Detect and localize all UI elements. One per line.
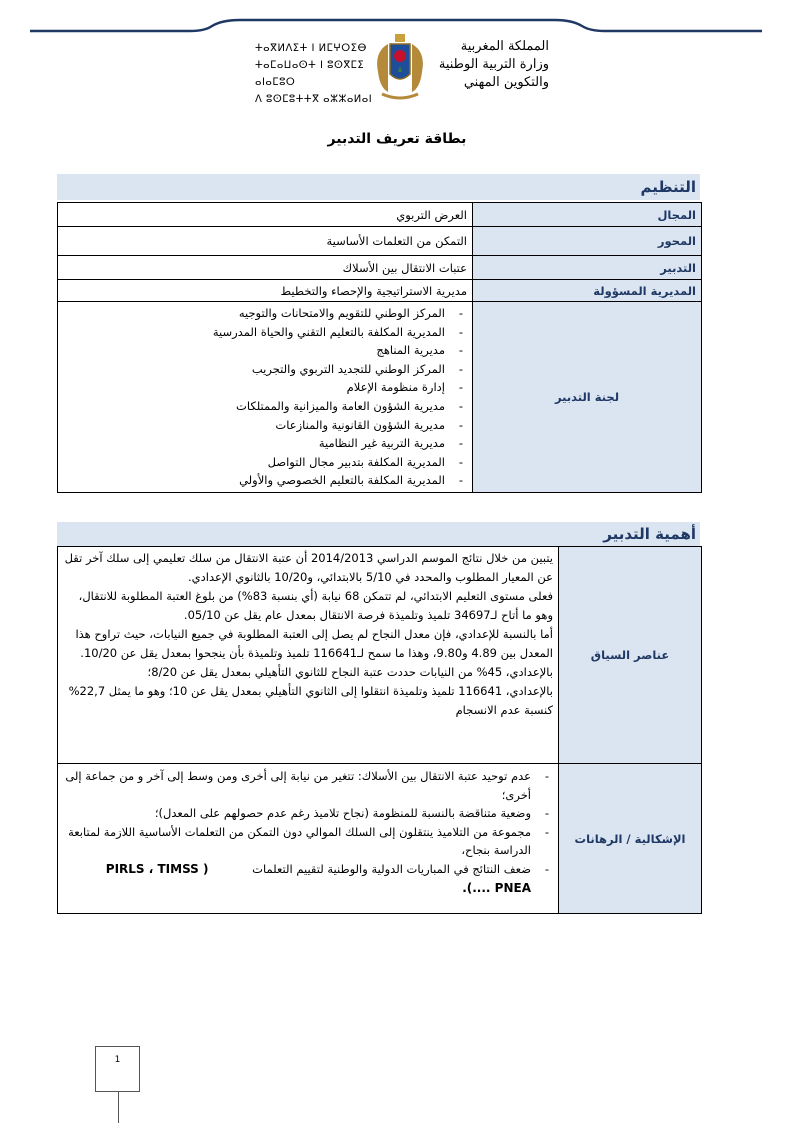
- field-label: المحور: [473, 227, 702, 256]
- context-paragraph: أما بالنسبة للإعدادي، فإن معدل النجاح لم يصل إلى العتبة المطلوبة في جميع النيابات، حيث تراوح هذا المعدل بين 4.89 و9.80، وهذا ما سمح لـ116641 تلميذ وتلميذة بأن ينجحوا بمعدل يقل عن 10/20.: [75, 627, 553, 660]
- context-paragraph: فعلى مستوى التعليم الابتدائي، لم تتمكن 68 نيابة (أي بنسبة 83%) من بلوغ العتبة المطلوبة للانتقال، وهو ما أتاح لـ34697 تلميذ وتلميذة فرصة الانتقال بمعدل عام يقل عن 05/10.: [78, 589, 553, 622]
- organization-table: [57, 202, 702, 493]
- field-value: مديرية الاستراتيجية والإحصاء والتخطيط: [58, 280, 473, 302]
- field-value: عتبات الانتقال بين الأسلاك: [58, 256, 473, 280]
- list-item: - المركز الوطني للتجديد التربوي والتجريب: [63, 360, 467, 379]
- committee-label: لجنة التدبير: [473, 302, 702, 493]
- table-row: [58, 764, 702, 914]
- issues-label: الإشكالية / الرهانات: [559, 764, 702, 914]
- list-item: - المديرية المكلفة بالتعليم التقني والحياة المدرسية: [63, 323, 467, 342]
- field-value: التمكن من التعلمات الأساسية: [58, 227, 473, 256]
- issue-text: ضعف النتائج في المباريات الدولية والوطنية لتقييم التعلمات: [252, 861, 531, 876]
- field-label: التدبير: [473, 256, 702, 280]
- context-text: [58, 547, 559, 764]
- table-row: [58, 547, 702, 764]
- context-paragraph: بالإعدادي، 45% من النيابات حددت عتبة النجاح للثانوي التأهيلي بمعدل يقل عن 8/20؛: [147, 665, 553, 679]
- tifinagh-ministry-name: [255, 40, 375, 108]
- arabic-line: والتكوين المهني: [463, 75, 549, 90]
- section-title: التنظيم: [640, 178, 696, 196]
- issues-list: [63, 767, 553, 897]
- arabic-ministry-name: [429, 38, 549, 92]
- list-item: - مديرية الشؤون القانونية والمنازعات: [63, 416, 467, 435]
- list-item: - المديرية المكلفة بتدبير مجال التواصل: [63, 453, 467, 472]
- section-organization-header: [57, 174, 700, 200]
- list-item: - مديرية المناهج: [63, 341, 467, 360]
- section-title: أهمية التدبير: [603, 525, 696, 543]
- list-item: - مديرية الشؤون العامة والميزانية والممتلكات: [63, 397, 467, 416]
- field-value: العرض التربوي: [58, 203, 473, 227]
- tifinagh-line: ⵜⴰⴳⵍⴷⵉⵜ ⵏ ⵍⵎⵖⵔⵉⴱ: [255, 43, 367, 54]
- list-item: - وضعية متناقضة بالنسبة للمنظومة (نجاح تلاميذ رغم عدم حصولهم على المعدل)؛: [63, 804, 553, 823]
- table-row: [58, 227, 702, 256]
- tifinagh-line: ⴷ ⵓⵙⵎⵓⵜⵜⴳ ⴰⵣⵣⴰⵍⴰⵏ: [255, 94, 373, 105]
- context-label: عناصر السياق: [559, 547, 702, 764]
- field-label: المجال: [473, 203, 702, 227]
- list-item: - المديرية المكلفة بالتعليم الخصوصي والأولي: [63, 471, 467, 490]
- context-paragraph: يتبين من خلال نتائج الموسم الدراسي 2014/2013 أن عتبة الانتقال من سلك تعليمي إلى سلك آخر تقل عن المعيار المطلوب والمحدد في 5/10 بالابتدائي، و10/20 بالثانوي الإعدادي.: [64, 551, 553, 584]
- list-item: - مجموعة من التلاميذ ينتقلون إلى السلك الموالي دون التمكن من التعلمات الأساسية اللازمة لمتابعة الدراسة بنجاح،: [63, 823, 553, 860]
- page-number: 1: [95, 1046, 140, 1092]
- table-row: [58, 280, 702, 302]
- list-item: [63, 860, 553, 897]
- committee-list: [63, 304, 467, 490]
- table-row: [58, 256, 702, 280]
- committee-list-cell: [58, 302, 473, 493]
- issues-cell: [58, 764, 559, 914]
- importance-table: [57, 546, 702, 914]
- table-row: [58, 203, 702, 227]
- table-row: [58, 302, 702, 493]
- document-title: بطاقة تعريف التدبير: [327, 131, 467, 147]
- section-importance-header: [57, 522, 700, 546]
- list-item: - مديرية التربية غير النظامية: [63, 434, 467, 453]
- arabic-line: المملكة المغربية: [460, 39, 549, 54]
- list-item: - المركز الوطني للتقويم والامتحانات والتوجيه: [63, 304, 467, 323]
- royal-emblem-icon: [372, 32, 428, 104]
- tifinagh-line: ⵜⴰⵎⴰⵡⴰⵙⵜ ⵏ ⵓⵙⴳⵎⵉ ⴰⵏⴰⵎⵓⵔ: [255, 60, 365, 88]
- context-paragraph: بالإعدادي، 116641 تلميذ وتلميذة انتقلوا إلى الثانوي التأهيلي بمعدل يقل عن 10؛ وهو ما يمثل 22,7% كنسبة عدم الانسجام: [68, 684, 553, 717]
- arabic-line: وزارة التربية الوطنية: [438, 57, 549, 72]
- letterhead: [0, 32, 794, 112]
- tests-list: ( PIRLS ، TIMSS: [105, 861, 209, 876]
- list-item: - عدم توحيد عتبة الانتقال بين الأسلاك: تتغير من نيابة إلى أخرى ومن وسط إلى آخر و من جماعة إلى أخرى؛: [63, 767, 553, 804]
- tests-list-end: PNEA ....).: [462, 880, 531, 895]
- field-label: المديرية المسؤولة: [473, 280, 702, 302]
- page-number-rule: [118, 1092, 119, 1123]
- list-item: - إدارة منظومة الإعلام: [63, 378, 467, 397]
